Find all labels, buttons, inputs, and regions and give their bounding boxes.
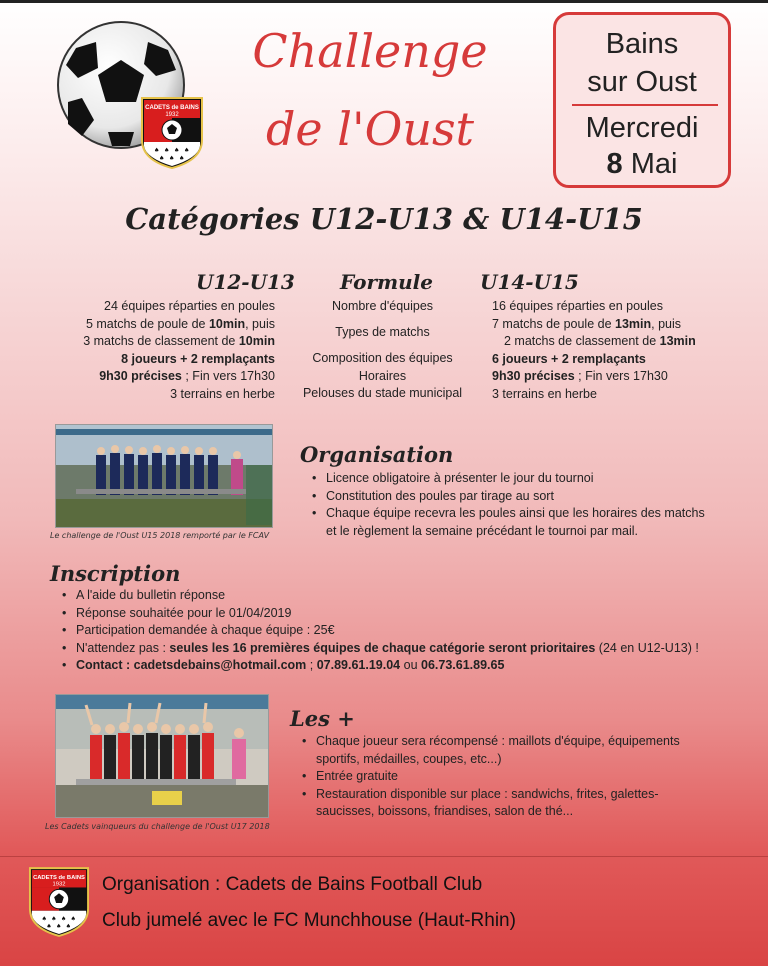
contact-phone-2[interactable]: 06.73.61.89.65 [421,658,505,672]
u12-ranking-matches: 3 matchs de classement de 10min [83,334,275,348]
date-location-box [553,12,731,188]
u14-u15-details [492,298,762,403]
place-line1: Bains [605,28,679,60]
list-item-continuation: et le règlement la semaine précédant le tournoi par mail. [326,523,638,538]
formule-labels [290,298,475,403]
formule-heading: Formule [340,270,434,294]
list-item: • Entrée gratuite [302,768,762,786]
label-matches: Types de matchs [335,324,430,339]
list-item: • Chaque joueur sera récompensé : maillots d'équipe, équipements sportifs, médailles, coupes, etc...) [302,733,762,768]
label-teams: Nombre d'équipes [331,299,434,313]
date-divider [572,104,718,106]
u12-pool-matches: 5 matchs de poule de 10min, puis [85,316,275,331]
inscription-heading: Inscription [50,561,181,586]
event-title-line2: de l'Oust [265,102,475,156]
u12-players: 8 joueurs + 2 remplaçants [121,351,275,366]
u14-fields: 3 terrains en herbe [492,386,597,401]
u12-hours: 9h30 précises ; Fin vers 17h30 [99,369,275,383]
team-photo-u17 [55,694,269,818]
categories-title: Catégories U12-U13 & U14-U15 [125,202,643,236]
organisation-list [312,470,752,540]
svg-text:♠: ♠ [159,155,165,162]
footer-organisation: Organisation : Cadets de Bains Football Club [102,874,483,895]
svg-text:♠: ♠ [174,147,180,154]
date-number: 8 [606,148,623,180]
svg-text:♠: ♠ [46,924,52,931]
u12-teams: 24 équipes réparties en poules [104,299,275,313]
u14-teams: 16 équipes réparties en poules [492,299,663,313]
svg-text:♠: ♠ [56,924,62,931]
u12-u13-details [20,298,275,403]
event-title-line1: Challenge [252,24,488,78]
badge-text: CADETS de BAINS [33,874,85,881]
contact-email[interactable]: cadetsdebains@hotmail.com [133,658,307,672]
list-item: • A l'aide du bulletin réponse [62,587,762,605]
list-item: • N'attendez pas : seules les 16 premières équipes de chaque catégorie seront prioritaires (24 en U12-U13) ! [62,640,762,658]
date-month: Mai [630,148,678,180]
organisation-heading: Organisation [300,442,454,467]
footer-twin-club: Club jumelé avec le FC Munchhouse (Haut-Rhin) [102,910,516,931]
lesplus-heading: Les + [290,706,355,731]
team-photo-u15 [55,424,273,528]
footer-divider [0,856,768,857]
svg-text:♠: ♠ [41,916,47,923]
list-item: • Constitution des poules par tirage au sort [312,488,752,506]
badge-year: 1932 [165,112,179,118]
event-date [556,147,728,181]
svg-text:♠: ♠ [154,147,160,154]
photo2-caption: Les Cadets vainqueurs du challenge de l'Oust U17 2018 [45,822,270,831]
list-item: • Réponse souhaitée pour le 01/04/2019 [62,605,762,623]
label-composition: Composition des équipes [312,351,453,365]
place-line2: sur Oust [587,66,697,98]
u12-fields: 3 terrains en herbe [170,386,275,401]
top-border-line [0,0,768,3]
list-item: • Chaque équipe recevra les poules ainsi que les horaires des matchs [312,505,752,523]
u14-ranking-matches: 2 matchs de classement de 13min [504,334,696,348]
u14-players: 6 joueurs + 2 remplaçants [492,351,646,366]
svg-text:♠: ♠ [169,155,175,162]
svg-text:♠: ♠ [51,916,57,923]
photo1-caption: Le challenge de l'Oust U15 2018 remporté par le FCAV [50,531,270,540]
svg-text:♠: ♠ [60,916,67,923]
svg-text:♠: ♠ [164,147,170,154]
u14-pool-matches: 7 matchs de poule de 13min, puis [492,316,682,331]
u14-hours: 9h30 précises ; Fin vers 17h30 [492,369,668,383]
badge-text: CADETS de BAINS [145,105,199,111]
u12-u13-heading: U12-U13 [196,270,295,294]
inscription-list [62,587,762,675]
lesplus-list [302,733,762,821]
club-badge-logo-footer [28,866,90,938]
list-item: • Participation demandée à chaque équipe : 25€ [62,622,762,640]
label-fields: Pelouses du stade municipal [302,386,463,400]
u14-u15-heading: U14-U15 [480,270,579,294]
club-badge-logo [140,96,204,170]
contact-phone-1[interactable]: 07.89.61.19.04 [316,658,401,672]
list-item: • Restauration disponible sur place : sandwichs, frites, galettes- saucisses, boissons, friandises, salon de thé... [302,786,762,821]
badge-year: 1932 [52,881,66,888]
svg-text:♠: ♠ [179,155,185,162]
event-day: Mercredi [585,112,699,144]
list-item: • Licence obligatoire à présenter le jour du tournoi [312,470,752,488]
svg-text:♠: ♠ [70,916,76,923]
svg-text:♠: ♠ [184,147,190,154]
contact-item: • Contact : cadetsdebains@hotmail.com ; 07.89.61.19.04 ou 06.73.61.89.65 [62,657,762,675]
svg-text:♠: ♠ [65,924,71,931]
label-hours: Horaires [358,368,407,383]
